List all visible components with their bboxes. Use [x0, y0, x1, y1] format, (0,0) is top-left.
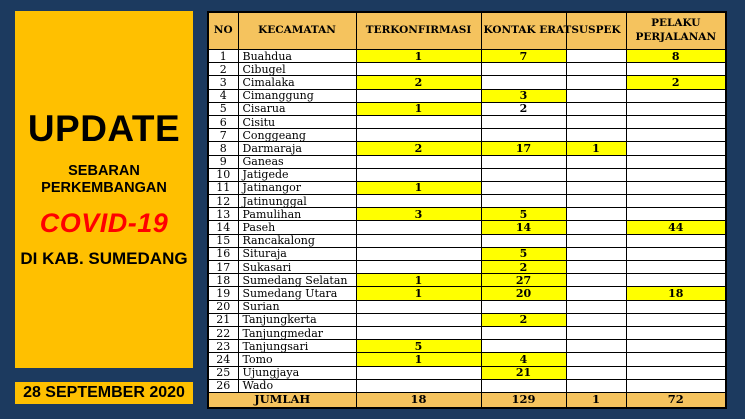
value-cell-suspek: [566, 326, 626, 339]
value-cell-pelaku-perjalanan: [626, 366, 726, 379]
table-row: [208, 155, 726, 168]
total-terkonfirmasi: 18: [356, 392, 481, 408]
table-row: [208, 366, 726, 379]
row-number: 18: [208, 274, 238, 287]
value-cell-suspek: [566, 300, 626, 313]
value-cell-kontak-erat: [481, 181, 566, 194]
value-cell-terkonfirmasi: [356, 155, 481, 168]
value-cell-suspek: [566, 340, 626, 353]
row-number: 5: [208, 102, 238, 115]
column-header-pelaku-perjalanan: PELAKU PERJALANAN: [626, 12, 726, 50]
table-body: [208, 50, 726, 393]
row-number: 9: [208, 155, 238, 168]
table-row: [208, 340, 726, 353]
table-row: [208, 129, 726, 142]
value-cell-suspek: [566, 50, 626, 63]
row-number: 23: [208, 340, 238, 353]
kecamatan-name: Conggeang: [238, 129, 356, 142]
total-label: JUMLAH: [208, 392, 356, 408]
row-number: 11: [208, 181, 238, 194]
value-cell-suspek: 1: [566, 142, 626, 155]
table-row: [208, 102, 726, 115]
row-number: 21: [208, 313, 238, 326]
row-number: 25: [208, 366, 238, 379]
row-number: 17: [208, 261, 238, 274]
value-cell-terkonfirmasi: 1: [356, 102, 481, 115]
table-row: [208, 326, 726, 339]
value-cell-terkonfirmasi: [356, 63, 481, 76]
kecamatan-name: Cibugel: [238, 63, 356, 76]
table-row: [208, 300, 726, 313]
row-number: 6: [208, 115, 238, 128]
value-cell-pelaku-perjalanan: [626, 353, 726, 366]
kecamatan-name: Ujungjaya: [238, 366, 356, 379]
row-number: 24: [208, 353, 238, 366]
value-cell-pelaku-perjalanan: [626, 247, 726, 260]
value-cell-kontak-erat: [481, 155, 566, 168]
covid-19-label: COVID-19: [39, 208, 169, 239]
value-cell-terkonfirmasi: [356, 89, 481, 102]
value-cell-pelaku-perjalanan: [626, 340, 726, 353]
value-cell-terkonfirmasi: [356, 326, 481, 339]
kecamatan-name: Cimalaka: [238, 76, 356, 89]
value-cell-terkonfirmasi: 2: [356, 142, 481, 155]
value-cell-kontak-erat: [481, 115, 566, 128]
row-number: 12: [208, 195, 238, 208]
table-row: [208, 50, 726, 63]
value-cell-pelaku-perjalanan: [626, 168, 726, 181]
value-cell-pelaku-perjalanan: [626, 261, 726, 274]
value-cell-terkonfirmasi: [356, 221, 481, 234]
row-number: 20: [208, 300, 238, 313]
kecamatan-name: Surian: [238, 300, 356, 313]
value-cell-terkonfirmasi: 5: [356, 340, 481, 353]
kecamatan-name: Tanjungsari: [238, 340, 356, 353]
value-cell-pelaku-perjalanan: [626, 326, 726, 339]
value-cell-suspek: [566, 247, 626, 260]
date-bar: [15, 382, 193, 404]
value-cell-pelaku-perjalanan: [626, 142, 726, 155]
kecamatan-name: Tanjungkerta: [238, 313, 356, 326]
kecamatan-name: Jatigede: [238, 168, 356, 181]
value-cell-suspek: [566, 353, 626, 366]
table-row: [208, 89, 726, 102]
value-cell-suspek: [566, 168, 626, 181]
table-container: [207, 11, 727, 409]
value-cell-kontak-erat: [481, 168, 566, 181]
table-row: [208, 353, 726, 366]
value-cell-kontak-erat: [481, 300, 566, 313]
table-row: [208, 142, 726, 155]
value-cell-suspek: [566, 76, 626, 89]
column-header-kontak-erat: KONTAK ERAT: [481, 12, 566, 50]
value-cell-terkonfirmasi: 2: [356, 76, 481, 89]
row-number: 22: [208, 326, 238, 339]
row-number: 15: [208, 234, 238, 247]
value-cell-kontak-erat: 3: [481, 89, 566, 102]
kecamatan-name: Paseh: [238, 221, 356, 234]
value-cell-pelaku-perjalanan: [626, 313, 726, 326]
row-number: 13: [208, 208, 238, 221]
value-cell-suspek: [566, 89, 626, 102]
value-cell-pelaku-perjalanan: [626, 181, 726, 194]
value-cell-terkonfirmasi: 1: [356, 181, 481, 194]
kecamatan-name: Tanjungmedar: [238, 326, 356, 339]
value-cell-kontak-erat: 5: [481, 208, 566, 221]
value-cell-terkonfirmasi: [356, 247, 481, 260]
row-number: 16: [208, 247, 238, 260]
row-number: 1: [208, 50, 238, 63]
row-number: 26: [208, 379, 238, 392]
value-cell-terkonfirmasi: [356, 300, 481, 313]
row-number: 7: [208, 129, 238, 142]
column-header-no: NO: [208, 12, 238, 50]
value-cell-kontak-erat: [481, 326, 566, 339]
table-row: [208, 195, 726, 208]
table-row: [208, 115, 726, 128]
table-row: [208, 234, 726, 247]
value-cell-terkonfirmasi: [356, 261, 481, 274]
table-row: [208, 63, 726, 76]
value-cell-kontak-erat: [481, 129, 566, 142]
value-cell-kontak-erat: 2: [481, 102, 566, 115]
value-cell-terkonfirmasi: [356, 129, 481, 142]
value-cell-suspek: [566, 195, 626, 208]
column-header-terkonfirmasi: TERKONFIRMASI: [356, 12, 481, 50]
value-cell-suspek: [566, 366, 626, 379]
value-cell-suspek: [566, 221, 626, 234]
total-suspek: 1: [566, 392, 626, 408]
update-panel: [15, 11, 193, 368]
kecamatan-name: Ganeas: [238, 155, 356, 168]
table-row: [208, 221, 726, 234]
kecamatan-name: Sumedang Utara: [238, 287, 356, 300]
value-cell-kontak-erat: [481, 234, 566, 247]
value-cell-suspek: [566, 287, 626, 300]
table-row: [208, 168, 726, 181]
subtitle-line-1: SEBARAN: [68, 162, 140, 179]
kecamatan-name: Situraja: [238, 247, 356, 260]
covid-table: [207, 11, 727, 409]
kecamatan-name: Jatinangor: [238, 181, 356, 194]
value-cell-pelaku-perjalanan: [626, 63, 726, 76]
value-cell-kontak-erat: 5: [481, 247, 566, 260]
value-cell-pelaku-perjalanan: [626, 115, 726, 128]
value-cell-kontak-erat: [481, 63, 566, 76]
kecamatan-name: Tomo: [238, 353, 356, 366]
update-title: UPDATE: [27, 107, 181, 149]
value-cell-suspek: [566, 208, 626, 221]
value-cell-suspek: [566, 234, 626, 247]
value-cell-pelaku-perjalanan: [626, 155, 726, 168]
value-cell-kontak-erat: 14: [481, 221, 566, 234]
value-cell-pelaku-perjalanan: [626, 129, 726, 142]
value-cell-suspek: [566, 313, 626, 326]
table-row: [208, 287, 726, 300]
subtitle-line-2: PERKEMBANGAN: [41, 179, 167, 196]
value-cell-pelaku-perjalanan: 8: [626, 50, 726, 63]
kecamatan-name: Wado: [238, 379, 356, 392]
value-cell-suspek: [566, 102, 626, 115]
value-cell-kontak-erat: [481, 76, 566, 89]
date-text: 28 SEPTEMBER 2020: [23, 384, 185, 401]
row-number: 4: [208, 89, 238, 102]
value-cell-kontak-erat: 4: [481, 353, 566, 366]
kecamatan-name: Sukasari: [238, 261, 356, 274]
value-cell-pelaku-perjalanan: 2: [626, 76, 726, 89]
table-row: [208, 76, 726, 89]
value-cell-kontak-erat: 20: [481, 287, 566, 300]
value-cell-pelaku-perjalanan: [626, 102, 726, 115]
value-cell-pelaku-perjalanan: [626, 379, 726, 392]
value-cell-kontak-erat: 7: [481, 50, 566, 63]
value-cell-terkonfirmasi: 1: [356, 50, 481, 63]
value-cell-kontak-erat: 2: [481, 261, 566, 274]
value-cell-pelaku-perjalanan: [626, 274, 726, 287]
kecamatan-name: Buahdua: [238, 50, 356, 63]
value-cell-terkonfirmasi: [356, 366, 481, 379]
kecamatan-name: Cisitu: [238, 115, 356, 128]
row-number: 2: [208, 63, 238, 76]
value-cell-suspek: [566, 129, 626, 142]
row-number: 19: [208, 287, 238, 300]
value-cell-suspek: [566, 181, 626, 194]
table-row: [208, 261, 726, 274]
value-cell-pelaku-perjalanan: 44: [626, 221, 726, 234]
value-cell-pelaku-perjalanan: 18: [626, 287, 726, 300]
value-cell-pelaku-perjalanan: [626, 234, 726, 247]
column-header-suspek: SUSPEK: [566, 12, 626, 50]
row-number: 8: [208, 142, 238, 155]
value-cell-terkonfirmasi: [356, 313, 481, 326]
value-cell-terkonfirmasi: 1: [356, 274, 481, 287]
value-cell-pelaku-perjalanan: [626, 195, 726, 208]
value-cell-suspek: [566, 63, 626, 76]
value-cell-terkonfirmasi: [356, 379, 481, 392]
kecamatan-name: Pamulihan: [238, 208, 356, 221]
value-cell-kontak-erat: 17: [481, 142, 566, 155]
value-cell-terkonfirmasi: 1: [356, 353, 481, 366]
value-cell-pelaku-perjalanan: [626, 89, 726, 102]
table-row: [208, 379, 726, 392]
table-row: [208, 247, 726, 260]
value-cell-terkonfirmasi: [356, 234, 481, 247]
total-pelaku-perjalanan: 72: [626, 392, 726, 408]
table-row: [208, 274, 726, 287]
total-row: [208, 392, 726, 408]
table-row: [208, 181, 726, 194]
kecamatan-name: Sumedang Selatan: [238, 274, 356, 287]
value-cell-suspek: [566, 261, 626, 274]
table-row: [208, 313, 726, 326]
value-cell-kontak-erat: [481, 379, 566, 392]
value-cell-terkonfirmasi: [356, 195, 481, 208]
value-cell-kontak-erat: [481, 195, 566, 208]
kecamatan-name: Jatinunggal: [238, 195, 356, 208]
table-row: [208, 208, 726, 221]
value-cell-kontak-erat: 27: [481, 274, 566, 287]
kecamatan-name: Cimanggung: [238, 89, 356, 102]
region-label: DI KAB. SUMEDANG: [20, 249, 188, 269]
kecamatan-name: Darmaraja: [238, 142, 356, 155]
column-header-kecamatan: KECAMATAN: [238, 12, 356, 50]
value-cell-terkonfirmasi: [356, 115, 481, 128]
kecamatan-name: Cisarua: [238, 102, 356, 115]
value-cell-suspek: [566, 115, 626, 128]
table-header-row: [208, 12, 726, 50]
value-cell-suspek: [566, 155, 626, 168]
value-cell-suspek: [566, 274, 626, 287]
value-cell-kontak-erat: 2: [481, 313, 566, 326]
value-cell-kontak-erat: 21: [481, 366, 566, 379]
value-cell-terkonfirmasi: [356, 168, 481, 181]
total-kontak-erat: 129: [481, 392, 566, 408]
kecamatan-name: Rancakalong: [238, 234, 356, 247]
row-number: 14: [208, 221, 238, 234]
value-cell-pelaku-perjalanan: [626, 300, 726, 313]
value-cell-pelaku-perjalanan: [626, 208, 726, 221]
value-cell-terkonfirmasi: 1: [356, 287, 481, 300]
value-cell-terkonfirmasi: 3: [356, 208, 481, 221]
value-cell-suspek: [566, 379, 626, 392]
row-number: 3: [208, 76, 238, 89]
value-cell-kontak-erat: [481, 340, 566, 353]
row-number: 10: [208, 168, 238, 181]
